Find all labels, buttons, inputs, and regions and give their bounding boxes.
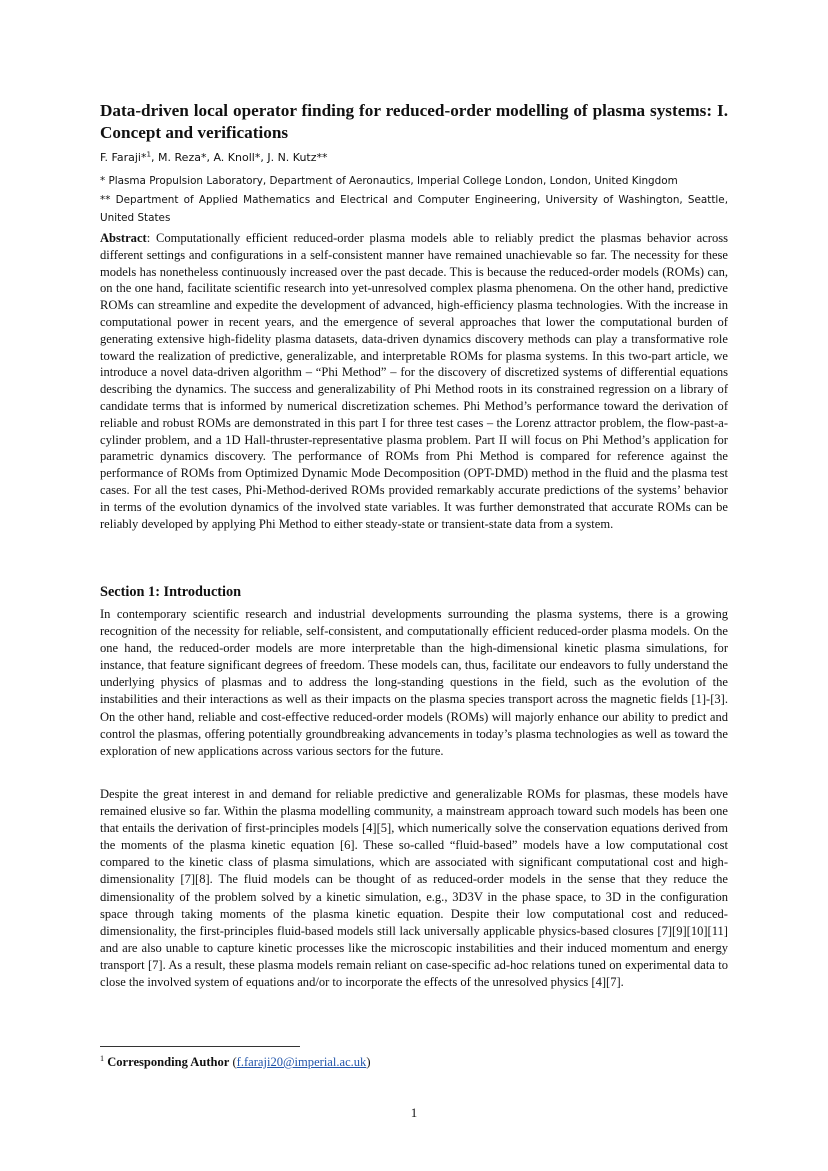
- author: M. Reza*,: [158, 151, 214, 164]
- affiliation-1: * Plasma Propulsion Laboratory, Department of Aeronautics, Imperial College London, London, United Kingdom: [100, 175, 678, 187]
- intro-paragraph-2: Despite the great interest in and demand for reliable predictive and generalizable ROMs for plasmas, these models have remained elusive so far. Within the plasma modelling community, a mainstream approach toward such models has been one that entails the derivation of first-principles models [4][5], which numerically solve the conservation equations derived from the moments of the plasma kinetic equation [6]. These so-called “fluid-based” models have a low computational cost compared to the kinetic class of plasma simulations, which are associated with significant computational cost and high-dimensionality [7][8]. The fluid models can be thought of as reduced-order models in the sense that they reduce the dimensionality of the problem solved by a kinetic simulation, e.g., 3D3V in the phase space, to 3D in the configuration space through taking moments of the plasma kinetic equation. Despite their low computational cost and reduced-dimensionality, the first-principles fluid-based models still lack universally applicable physics-based closures [7][9][10][11] and are also unable to capture kinetic processes like the microscopic instabilities and their induced momentum and energy transport [7]. As a result, these plasma models remain reliant on case-specific ad-hoc relations tuned on experimental data to close the involved system of equations and/or to incorporate the effects of the unresolved physics [4][7].: [100, 787, 728, 990]
- footnote-divider: [100, 1046, 300, 1047]
- affiliation-2: ** Department of Applied Mathematics and Electrical and Computer Engineering, University of Washington, Seattle, United States: [100, 194, 728, 224]
- section-heading: Section 1: Introduction: [100, 584, 242, 600]
- paper-title: Data-driven local operator finding for reduced-order modelling of plasma systems: I. Concept and verifications: [100, 101, 728, 142]
- corresponding-email-link[interactable]: f.faraji20@imperial.ac.uk: [236, 1055, 367, 1069]
- abstract-text: : Computationally efficient reduced-order plasma models able to reliably predict the plasmas behavior across different settings and configurations in a self-consistent manner have remained unachievable so far. The necessity for these models has nonetheless continuously increased over the past decade. This is because the reduced-order models (ROMs) can, on the one hand, facilitate scientific research into yet-unresolved complex plasma phenomena. On the other hand, predictive ROMs can streamline and expedite the development of advanced, high-efficiency plasma technologies. With the increase in computational power in recent years, and the emergence of several approaches that lower the computational burden of generating extensive high-fidelity plasma datasets, data-driven dynamics discovery methods can play a transformative role toward the realization of predictive, generalizable, and interpretable ROMs for plasma systems. In this two-part article, we introduce a novel data-driven algorithm – “Phi Method” – for the discovery of discretized systems of differential equations describing the dynamics. The success and generalizability of Phi Method roots in its constrained regression on a library of candidate terms that is informed by numerical discretization schemes. Phi Method’s performance toward the derivation of reliable and robust ROMs are demonstrated in this part I for three test cases – the Lorenz attractor problem, the flow-past-a-cylinder problem, and a 1D Hall-thruster-representative plasma problem. Part II will focus on Phi Method’s application for parametric dynamics discovery. The performance of ROMs from Phi Method is compared for reference against the performance of ROMs from Optimized Dynamic Mode Decomposition (OPT-DMD) method in the fluid and the plasma test cases. For all the test cases, Phi-Method-derived ROMs provided remarkably accurate predictions of the systems’ behavior in terms of the evolution dynamics of the involved state variables. It was further demonstrated that accurate ROMs can be reliably developed by applying Phi Method to either steady-state or transient-state data from a system.: [100, 231, 728, 531]
- author-list: [100, 150, 728, 166]
- author: A. Knoll*,: [213, 151, 268, 164]
- author: J. N. Kutz**: [267, 151, 328, 164]
- footnote-marker: 1: [100, 1053, 105, 1063]
- footnote-label: Corresponding Author: [107, 1055, 230, 1069]
- footnote-paren-close: ): [366, 1055, 371, 1069]
- footnote: [100, 1054, 728, 1071]
- intro-paragraph-1: In contemporary scientific research and industrial developments surrounding the plasma systems, there is a growing recognition of the necessity for reliable, self-consistent, and computationally efficient reduced-order plasma models. On the one hand, the reduced-order models are more interpretable than the high-dimensional kinetic plasma simulations, for instance, that feature significant degrees of freedom. These models can, thus, facilitate our endeavors to fully understand the underlying physics of plasmas and to address the long-standing questions in the field, such as the evolution of the instabilities and their interactions as well as their impacts on the plasma species transport across the magnetic fields [1]-[3]. On the other hand, reliable and cost-effective reduced-order models (ROMs) will majorly enhance our ability to predict and control the plasmas, offering potentially groundbreaking advancements in today’s plasma technologies as well as toward the exploration of new applications across various sectors for the future.: [100, 607, 728, 758]
- page-number: 1: [410, 1105, 418, 1120]
- footnote-paren-open: (: [229, 1055, 237, 1069]
- abstract: [100, 230, 728, 532]
- abstract-label: Abstract: [100, 231, 147, 245]
- author: F. Faraji*$^1$,: [100, 149, 159, 164]
